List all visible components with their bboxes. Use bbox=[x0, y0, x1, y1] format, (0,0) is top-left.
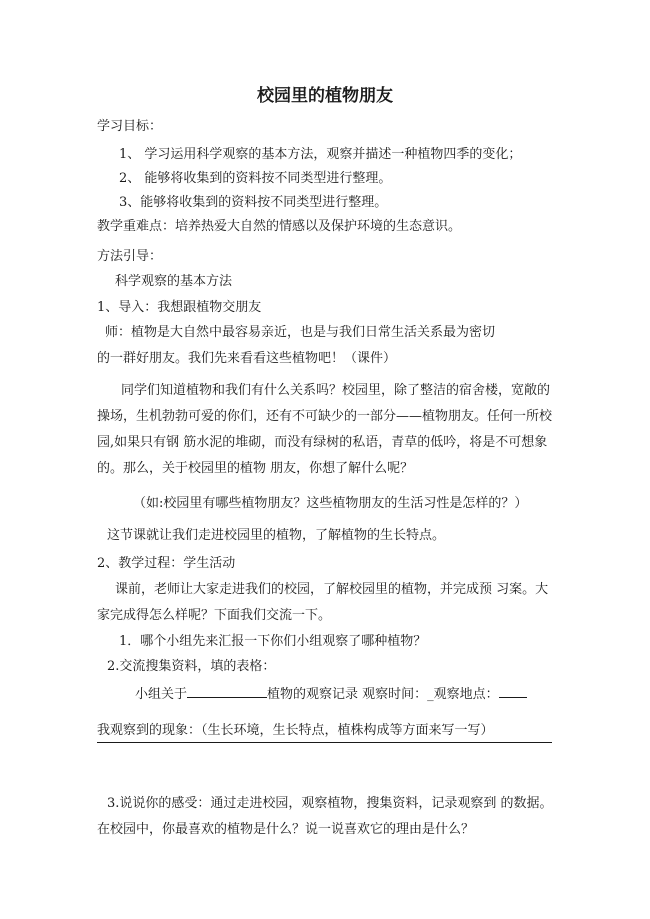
teacher-line-1: 师：植物是大自然中最容易亲近，也是与我们日常生活关系最为密切 bbox=[105, 325, 496, 340]
objective-item-1: 1、 学习运用科学观察的基本方法，观察并描述一种植物四季的变化； bbox=[119, 147, 522, 162]
method-sub: 科学观察的基本方法 bbox=[115, 274, 233, 289]
key-points: 教学重难点：培养热爱大自然的情感以及保护环境的生态意识。 bbox=[97, 219, 462, 234]
teacher-line-2: 的一群好朋友。我们先来看看这些植物吧！（课件） bbox=[97, 351, 397, 366]
answer-rule bbox=[97, 742, 552, 743]
form-prefix: 小组关于 bbox=[135, 687, 188, 702]
objective-item-2: 2、 能够将收集到的资料按不同类型进行整理。 bbox=[119, 171, 392, 186]
observation-form-line bbox=[135, 683, 527, 705]
process-line-2: 家完成得怎么样呢？下面我们交流一下。 bbox=[97, 608, 332, 623]
intro-heading: 1、导入：我想跟植物交朋友 bbox=[97, 300, 262, 315]
feeling-line-1: 3.说说你的感受：通过走进校园，观察植物，搜集资料，记录观察到 的数据。 bbox=[107, 796, 553, 811]
paragraph-line-1: 同学们知道植物和我们有什么关系吗？校园里，除了整洁的宿舍楼，宽敞的 bbox=[121, 383, 551, 398]
feeling-line-2: 在校园中，你最喜欢的植物是什么？说一说喜欢它的理由是什么？ bbox=[97, 822, 475, 837]
paragraph-line-2: 操场，生机勃勃可爱的你们，还有不可缺少的一部分——植物朋友。任何一所校 bbox=[97, 409, 553, 424]
objective-item-3: 3、能够将收集到的资料按不同类型进行整理。 bbox=[119, 195, 388, 210]
paragraph-line-3: 园,如果只有钢 筋水泥的堆砌，而没有绿树的私语，青草的低吟，将是不可想象 bbox=[97, 435, 548, 450]
paragraph-line-4: 的。那么，关于校园里的植物 朋友，你想了解什么呢？ bbox=[97, 461, 414, 476]
page-title: 校园里的植物朋友 bbox=[257, 86, 393, 106]
process-line-1: 课前，老师让大家走进我们的校园，了解校园里的植物，并完成预 习案。大 bbox=[115, 582, 549, 597]
example-line: （如:校园里有哪些植物朋友？这些植物朋友的生活习性是怎样的？） bbox=[133, 496, 528, 511]
objectives-heading: 学习目标： bbox=[97, 119, 163, 134]
question-2: 2.交流搜集资料，填的表格： bbox=[107, 659, 276, 674]
form-middle: 植物的观察记录 观察时间：_观察地点： bbox=[267, 687, 499, 702]
summary-line: 这节课就让我们走进校园里的植物，了解植物的生长特点。 bbox=[107, 528, 446, 543]
question-1: 1．哪个小组先来汇报一下你们小组观察了哪种植物？ bbox=[119, 634, 427, 649]
plant-blank[interactable] bbox=[187, 683, 267, 698]
process-heading: 2、教学过程：学生活动 bbox=[97, 556, 236, 571]
method-heading: 方法引导： bbox=[97, 249, 163, 264]
observed-line: 我观察到的现象：（生长环境，生长特点，植株构成等方面来写一写） bbox=[97, 723, 494, 738]
location-blank[interactable] bbox=[499, 683, 527, 698]
